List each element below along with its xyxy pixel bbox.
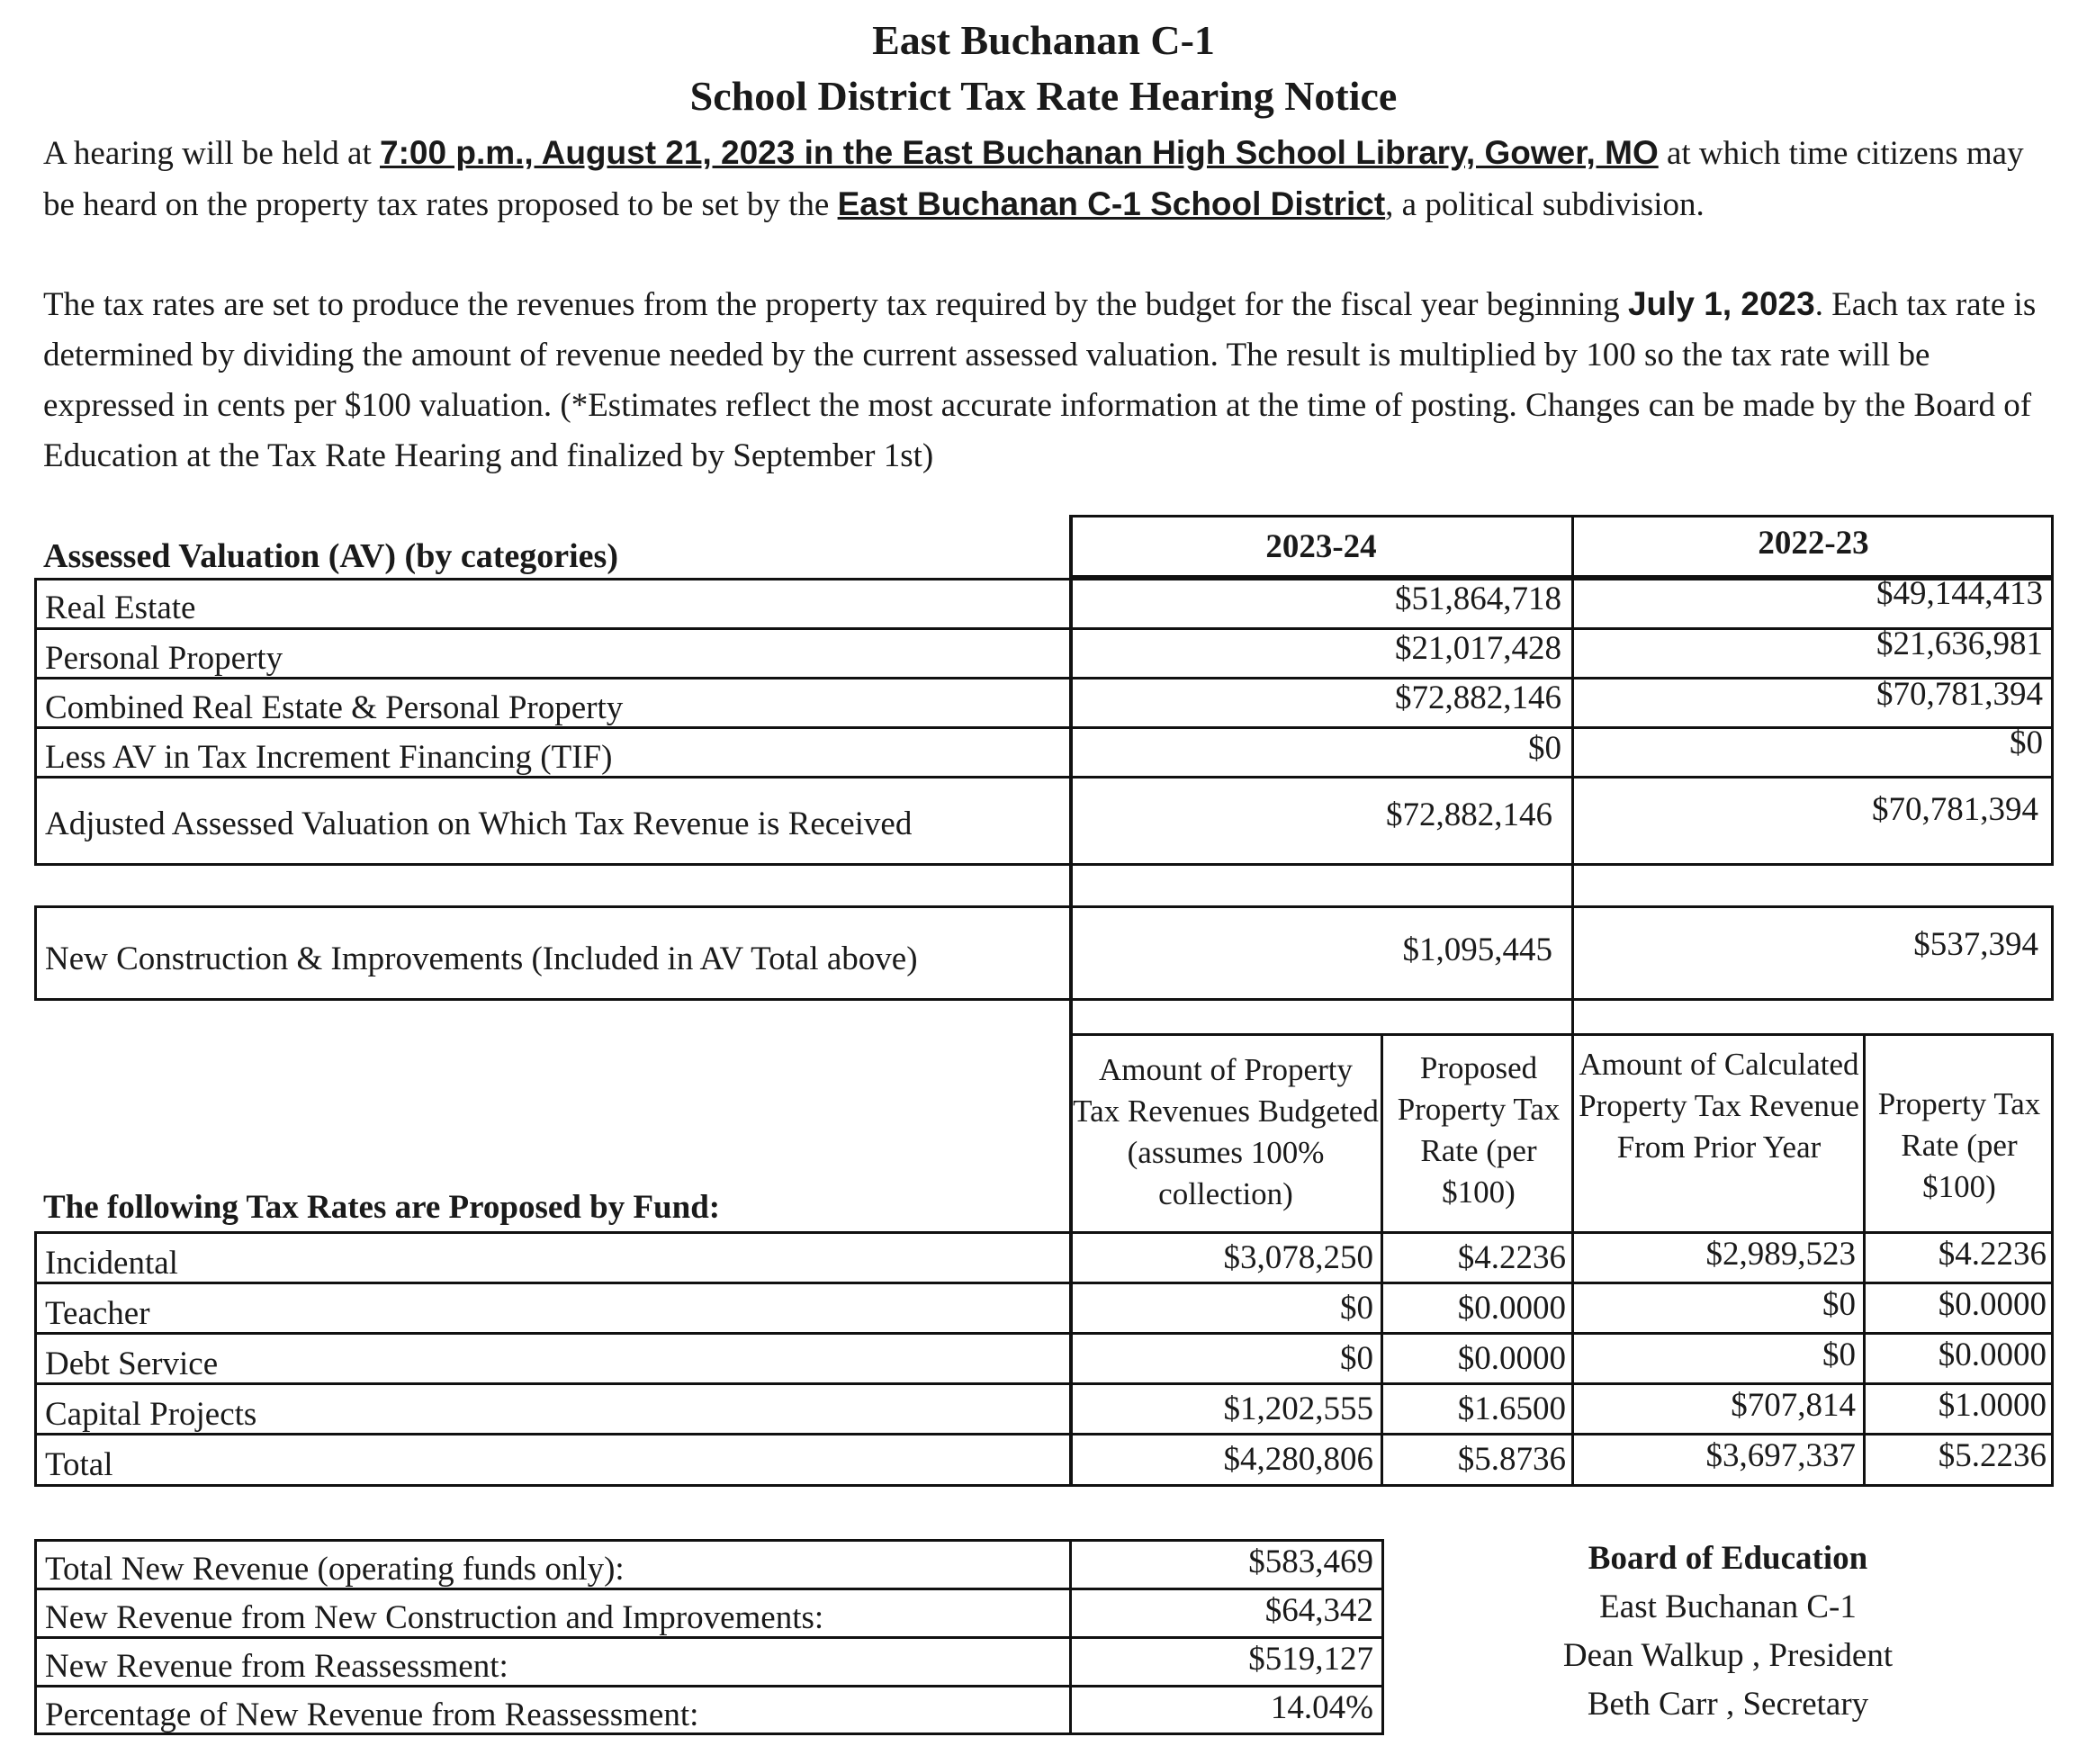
fund-prior-revenue: $2,989,523 (1705, 1236, 1856, 1273)
document-subtitle: School District Tax Rate Hearing Notice (689, 73, 1398, 119)
fund-label: Incidental (45, 1245, 178, 1282)
fund-prior-rate: $4.2236 (1938, 1236, 2047, 1273)
board-heading: Board of Education (1588, 1540, 1868, 1577)
av-row-2022: $70,781,394 (1876, 676, 2043, 713)
fund-header-prior-revenue: Amount of Calculated Property Tax Revenue From Prior Year (1579, 1047, 1859, 1165)
fund-prior-revenue: $0 (1822, 1286, 1856, 1323)
fund-prior-revenue: $0 (1822, 1336, 1856, 1373)
fund-label: Debt Service (45, 1346, 219, 1382)
fund-prior-rate: $1.0000 (1938, 1387, 2047, 1424)
new-construction-label: New Construction & Improvements (Included in AV Total above) (45, 940, 918, 977)
hearing-time-place: 7:00 p.m., August 21, 2023 in the East Buchanan High School Library, Gower, MO (380, 134, 1659, 171)
intro-p1-pre: A hearing will be held at (43, 135, 381, 172)
fund-budgeted: $0 (1340, 1290, 1373, 1327)
av-row-2023: $21,017,428 (1395, 630, 1561, 667)
intro-p1-post: , a political subdivision. (1385, 186, 1705, 223)
av-row-label: Personal Property (45, 640, 283, 677)
fund-total-budgeted: $4,280,806 (1223, 1441, 1373, 1478)
new-construction-2022: $537,394 (1913, 926, 2038, 963)
fund-total-prior-rate: $5.2236 (1938, 1437, 2047, 1474)
fund-budgeted: $1,202,555 (1223, 1390, 1373, 1427)
fund-total-prior-revenue: $3,697,337 (1705, 1437, 1856, 1474)
av-row-2022: $70,781,394 (1872, 791, 2038, 828)
fund-header-proposed-rate: Proposed Property Tax Rate (per $100) (1397, 1050, 1561, 1210)
revenue-value: $583,469 (1248, 1544, 1373, 1580)
fund-proposed-rate: $0.0000 (1457, 1340, 1566, 1377)
av-row-2023: $72,882,146 (1386, 796, 1552, 833)
av-row-2023: $72,882,146 (1395, 680, 1561, 716)
av-row-label: Combined Real Estate & Personal Property (45, 689, 624, 726)
fund-header-budgeted: Amount of Property Tax Revenues Budgeted (assumes 100% collection) (1073, 1052, 1379, 1211)
revenue-value: 14.04% (1270, 1689, 1373, 1726)
intro-p2-pre: The tax rates are set to produce the revenues from the property tax required by the budget for the fiscal year beginning (43, 286, 1628, 323)
av-row-2023: $0 (1528, 730, 1561, 767)
av-row-2022: $21,636,981 (1876, 626, 2043, 662)
district-name: East Buchanan C-1 School District (837, 185, 1386, 222)
av-row-label: Real Estate (45, 590, 196, 626)
intro-p1-mid: at which time citizens may be heard on the property tax rates proposed to be set by the (43, 135, 2024, 223)
av-heading: Assessed Valuation (AV) (by categories) (43, 537, 618, 575)
intro-p2-post: . Each tax rate is determined by dividing the amount of revenue needed by the current assessed valuation. The result is multiplied by 100 so the tax rate will be expressed in cents per $100 valuation. (*Estimates reflect the most accurate information at the time of posting. Changes can be made by the Board of Education at the Tax Rate Hearing and finalized by September 1st) (43, 286, 2037, 474)
board-president: Dean Walkup , President (1562, 1637, 1894, 1674)
fund-proposed-rate: $4.2236 (1457, 1239, 1566, 1276)
fund-prior-rate: $0.0000 (1938, 1286, 2047, 1323)
av-row-2022: $49,144,413 (1876, 575, 2043, 612)
fund-total-label: Total (45, 1446, 113, 1483)
fund-header-prior-rate: Property Tax Rate (per $100) (1877, 1086, 2041, 1204)
revenue-label: Percentage of New Revenue from Reassessment: (45, 1696, 699, 1733)
fund-budgeted: $0 (1340, 1340, 1373, 1377)
av-row-label: Adjusted Assessed Valuation on Which Tax Revenue is Received (45, 806, 913, 842)
av-row-2022: $0 (2010, 724, 2043, 761)
funds-heading: The following Tax Rates are Proposed by Fund: (43, 1189, 721, 1226)
document-title: East Buchanan C-1 (872, 17, 1215, 63)
fund-label: Capital Projects (45, 1396, 257, 1433)
av-col-2023: 2023-24 (1265, 528, 1377, 565)
fund-total-proposed-rate: $5.8736 (1457, 1441, 1566, 1478)
fund-prior-revenue: $707,814 (1731, 1387, 1856, 1424)
board-district: East Buchanan C-1 (1599, 1588, 1857, 1625)
fund-prior-rate: $0.0000 (1938, 1336, 2047, 1373)
fund-budgeted: $3,078,250 (1223, 1239, 1373, 1276)
revenue-label: New Revenue from Reassessment: (45, 1648, 508, 1685)
fund-proposed-rate: $0.0000 (1457, 1290, 1566, 1327)
av-row-label: Less AV in Tax Increment Financing (TIF) (45, 739, 613, 776)
revenue-label: Total New Revenue (operating funds only): (45, 1551, 625, 1588)
new-construction-2023: $1,095,445 (1402, 932, 1552, 968)
fund-label: Teacher (45, 1295, 150, 1332)
intro-paragraph-2 (43, 279, 2050, 482)
av-col-2022: 2022-23 (1758, 525, 1869, 562)
board-secretary: Beth Carr , Secretary (1587, 1686, 1869, 1723)
av-row-2023: $51,864,718 (1395, 580, 1561, 617)
intro-paragraph-1 (43, 128, 2050, 230)
revenue-value: $64,342 (1264, 1592, 1373, 1629)
revenue-value: $519,127 (1248, 1641, 1373, 1678)
revenue-label: New Revenue from New Construction and Improvements: (45, 1599, 824, 1636)
fiscal-year-date: July 1, 2023 (1627, 285, 1815, 322)
fund-proposed-rate: $1.6500 (1457, 1390, 1566, 1427)
